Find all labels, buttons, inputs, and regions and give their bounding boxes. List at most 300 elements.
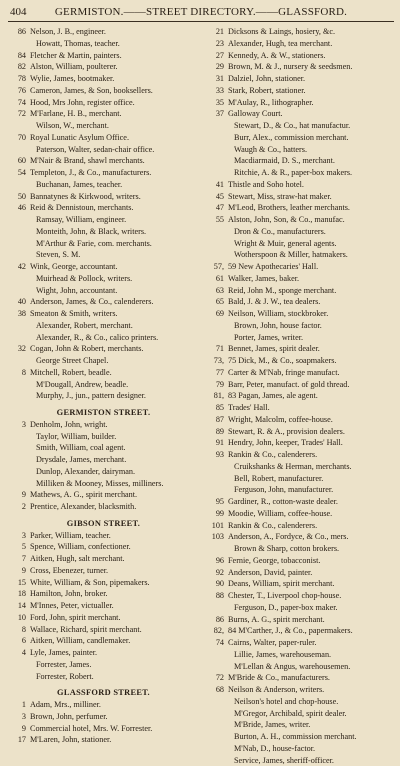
entry-number: 76 (6, 85, 26, 97)
entry-text: M'Gregor, Archibald, spirit dealer. (234, 708, 398, 720)
directory-entry (204, 637, 398, 649)
entry-number: 57, (204, 261, 224, 273)
entry-text: Buchanan, James, teacher. (36, 179, 201, 191)
entry-text: Rankin & Co., calenderers. (228, 520, 398, 532)
directory-entry (6, 226, 201, 238)
entry-text: Hamilton, John, broker. (30, 588, 201, 600)
entry-number: 8 (6, 367, 26, 379)
directory-entry (204, 555, 398, 567)
directory-entry (204, 285, 398, 297)
directory-entry (204, 496, 398, 508)
directory-entry (204, 414, 398, 426)
directory-entry (6, 541, 201, 553)
entry-text: Chester, T., Liverpool chop-house. (228, 590, 398, 602)
entry-number: 38 (6, 308, 26, 320)
entry-text: M'Dougall, Andrew, beadle. (36, 379, 201, 391)
directory-entry (204, 144, 398, 156)
entry-text: Burton, A. H., commission merchant. (234, 731, 398, 743)
entry-number: 41 (204, 179, 224, 191)
directory-entry (204, 38, 398, 50)
entry-text: Alston, John, Son, & Co., manufac. (228, 214, 398, 226)
directory-entry (6, 355, 201, 367)
entry-text: Alexander, Hugh, tea merchant. (228, 38, 398, 50)
directory-entry (6, 647, 201, 659)
entry-text: Cruikshanks & Herman, merchants. (234, 461, 398, 473)
entry-number: 27 (204, 50, 224, 62)
directory-entry (204, 167, 398, 179)
entry-text: Alexander, R., & Co., calico printers. (36, 332, 201, 344)
entry-text: Muirhead & Pollock, writers. (36, 273, 201, 285)
entry-text: 83 Pagan, James, ale agent. (228, 390, 398, 402)
entry-number: 96 (204, 555, 224, 567)
directory-entry (6, 26, 201, 38)
entry-text: 59 New Apothecaries' Hall. (228, 261, 398, 273)
entry-number: 47 (204, 202, 224, 214)
entry-text: Stark, Robert, stationer. (228, 85, 398, 97)
entry-number: 37 (204, 108, 224, 120)
entry-number: 65 (204, 296, 224, 308)
entry-text: Fernie, George, tobacconist. (228, 555, 398, 567)
entry-text: Ford, John, spirit merchant. (30, 612, 201, 624)
directory-entry (6, 600, 201, 612)
entry-text: Templeton, J., & Co., manufacturers. (30, 167, 201, 179)
entry-text: Dalziel, John, stationer. (228, 73, 398, 85)
entry-text: George Street Chapel. (36, 355, 201, 367)
entry-number: 60 (6, 155, 26, 167)
entry-text: Ferguson, John, manufacturer. (234, 484, 398, 496)
entry-number: 31 (204, 73, 224, 85)
entry-number: 86 (204, 614, 224, 626)
directory-entry (6, 379, 201, 391)
entry-number: 45 (204, 191, 224, 203)
entry-number: 79 (204, 379, 224, 391)
entry-text: Trades' Hall. (228, 402, 398, 414)
directory-entry (6, 202, 201, 214)
directory-entry (204, 273, 398, 285)
entry-text: Alexander, Robert, merchant. (36, 320, 201, 332)
entry-number: 3 (6, 530, 26, 542)
directory-entry (6, 501, 201, 513)
entry-text: Wink, George, accountant. (30, 261, 201, 273)
directory-entry (204, 484, 398, 496)
entry-text: Stewart, D., & Co., hat manufactur. (234, 120, 398, 132)
entry-text: Bald, J. & J. W., tea dealers. (228, 296, 398, 308)
entry-text: Burns, A. G., spirit merchant. (228, 614, 398, 626)
street-heading (6, 687, 201, 699)
entry-number: 70 (6, 132, 26, 144)
entry-text: Milliken & Mooney, Misses, milliners. (36, 478, 201, 490)
entry-number: 74 (204, 637, 224, 649)
entry-number: 5 (6, 541, 26, 553)
directory-entry (204, 684, 398, 696)
entry-text: Cross, Ebenezer, turner. (30, 565, 201, 577)
entry-text: Kennedy, A. & W., stationers. (228, 50, 398, 62)
entry-text: Adam, Mrs., milliner. (30, 699, 201, 711)
directory-entry (204, 202, 398, 214)
directory-entry (6, 50, 201, 62)
entry-number: 32 (6, 343, 26, 355)
directory-entry (6, 214, 201, 226)
entry-text: Prentice, Alexander, blacksmith. (30, 501, 201, 513)
entry-number: 10 (6, 612, 26, 624)
street-heading (6, 518, 201, 530)
entry-text: Aitken, William, candlemaker. (30, 635, 201, 647)
entry-number: 9 (6, 565, 26, 577)
directory-entry (204, 614, 398, 626)
entry-text: Bell, Robert, manufacturer. (234, 473, 398, 485)
entry-number: 73, (204, 355, 224, 367)
entry-text: Gardiner, R., cotton-waste dealer. (228, 496, 398, 508)
directory-entry (6, 73, 201, 85)
directory-entry (6, 478, 201, 490)
entry-text: Wotherspoon & Miller, hatmakers. (234, 249, 398, 261)
left-column (6, 26, 201, 746)
directory-entry (204, 379, 398, 391)
entry-number: 15 (6, 577, 26, 589)
entry-text: Wight, John, accountant. (36, 285, 201, 297)
directory-entry (204, 261, 398, 273)
entry-number: 18 (6, 588, 26, 600)
entry-text: Parker, William, teacher. (30, 530, 201, 542)
entry-number: 42 (6, 261, 26, 273)
directory-entry (6, 261, 201, 273)
entry-text: Dunlop, Alexander, dairyman. (36, 466, 201, 478)
directory-entry (204, 296, 398, 308)
entry-text: Porter, James, writer. (234, 332, 398, 344)
directory-entry (204, 755, 398, 766)
entry-text: Forrester, James. (36, 659, 201, 671)
directory-entry (6, 442, 201, 454)
directory-entry (204, 320, 398, 332)
entry-text: Alston, William, poulterer. (30, 61, 201, 73)
entry-text: M'Leod, Brothers, leather merchants. (228, 202, 398, 214)
entry-text: Anderson, A., Fordyce, & Co., mers. (228, 531, 398, 543)
entry-number: 55 (204, 214, 224, 226)
directory-entry (6, 553, 201, 565)
directory-entry (6, 734, 201, 746)
entry-text: Dron & Co., manufacturers. (234, 226, 398, 238)
directory-entry (204, 191, 398, 203)
directory-entry (6, 120, 201, 132)
running-title: GERMISTON.——STREET DIRECTORY.——GLASSFORD. (10, 6, 392, 18)
entry-number: 90 (204, 578, 224, 590)
street-heading-text: GERMISTON STREET. (57, 408, 151, 417)
street-heading-text: GIBSON STREET. (67, 519, 140, 528)
entry-text: Steven, S. M. (36, 249, 201, 261)
directory-entry (6, 38, 201, 50)
entry-number: 74 (6, 97, 26, 109)
entry-text: Cogan, John & Robert, merchants. (30, 343, 201, 355)
directory-entry (6, 155, 201, 167)
entry-number: 63 (204, 285, 224, 297)
entry-number: 46 (6, 202, 26, 214)
directory-entry (6, 97, 201, 109)
directory-entry (204, 73, 398, 85)
entry-text: Neilson's hotel and chop-house. (234, 696, 398, 708)
entry-text: Aitken, Hugh, salt merchant. (30, 553, 201, 565)
directory-entry (6, 431, 201, 443)
directory-entry (6, 238, 201, 250)
entry-text: Royal Lunatic Asylum Office. (30, 132, 201, 144)
entry-text: Moodie, William, coffee-house. (228, 508, 398, 520)
entry-text: M'Nab, D., house-factor. (234, 743, 398, 755)
directory-entry (204, 625, 398, 637)
entry-text: Monteith, John, & Black, writers. (36, 226, 201, 238)
directory-entry (204, 97, 398, 109)
entry-text: Wright, Malcolm, coffee-house. (228, 414, 398, 426)
entry-text: Service, James, sheriff-officer. (234, 755, 398, 766)
directory-entry (6, 454, 201, 466)
entry-number: 23 (204, 38, 224, 50)
directory-entry (204, 672, 398, 684)
entry-text: Spence, William, confectioner. (30, 541, 201, 553)
directory-entry (204, 520, 398, 532)
directory-entry (6, 565, 201, 577)
entry-number: 82 (6, 61, 26, 73)
entry-number: 6 (6, 635, 26, 647)
entry-number: 7 (6, 553, 26, 565)
entry-number: 61 (204, 273, 224, 285)
entry-text: White, William, & Son, pipemakers. (30, 577, 201, 589)
entry-number: 4 (6, 647, 26, 659)
directory-entry (204, 85, 398, 97)
entry-text: Brown, M. & J., nursery & seedsmen. (228, 61, 398, 73)
directory-entry (204, 508, 398, 520)
directory-entry (204, 249, 398, 261)
entry-number: 29 (204, 61, 224, 73)
directory-entry (204, 543, 398, 555)
directory-entry (6, 61, 201, 73)
entry-number: 87 (204, 414, 224, 426)
directory-entry (6, 466, 201, 478)
entry-number: 2 (6, 501, 26, 513)
entry-number: 85 (204, 402, 224, 414)
directory-entry (204, 108, 398, 120)
entry-number: 72 (6, 108, 26, 120)
directory-entry (204, 567, 398, 579)
entry-number: 1 (6, 699, 26, 711)
directory-entry (6, 108, 201, 120)
entry-text: Lyle, James, painter. (30, 647, 201, 659)
entry-text: Denholm, John, wright. (30, 419, 201, 431)
entry-number: 33 (204, 85, 224, 97)
directory-entry (6, 285, 201, 297)
directory-entry (204, 578, 398, 590)
directory-entry (204, 449, 398, 461)
entry-text: M'Arthur & Farie, com. merchants. (36, 238, 201, 250)
entry-number: 21 (204, 26, 224, 38)
directory-entry (204, 214, 398, 226)
entry-text: M'Nair & Brand, shawl merchants. (30, 155, 201, 167)
entry-number: 72 (204, 672, 224, 684)
entry-text: Hood, Mrs John, register office. (30, 97, 201, 109)
entry-number: 9 (6, 489, 26, 501)
entry-text: Hendry, John, keeper, Trades' Hall. (228, 437, 398, 449)
directory-entry (6, 723, 201, 735)
entry-text: Ritchie, A. & R., paper-box makers. (234, 167, 398, 179)
entry-text: Paterson, Walter, sedan-chair office. (36, 144, 201, 156)
entry-text: Rankin & Co., calenderers. (228, 449, 398, 461)
directory-entry (204, 696, 398, 708)
directory-entry (6, 367, 201, 379)
directory-entry (204, 661, 398, 673)
directory-entry (204, 343, 398, 355)
directory-entry (204, 461, 398, 473)
street-heading (6, 407, 201, 419)
entry-text: Cairns, Walter, paper-ruler. (228, 637, 398, 649)
directory-entry (6, 132, 201, 144)
directory-entry (6, 588, 201, 600)
entry-text: M'Lellan & Angus, warehousemen. (234, 661, 398, 673)
directory-entry (204, 367, 398, 379)
entry-text: Galloway Court. (228, 108, 398, 120)
directory-entry (204, 437, 398, 449)
entry-text: Deans, William, spirit merchant. (228, 578, 398, 590)
street-heading-text: GLASSFORD STREET. (57, 688, 150, 697)
entry-text: M'Farlane, H. B., merchant. (30, 108, 201, 120)
entry-text: Macdiarmaid, D. S., merchant. (234, 155, 398, 167)
entry-text: M'Laren, John, stationer. (30, 734, 201, 746)
entry-text: Stewart, R. & A., provision dealers. (228, 426, 398, 438)
entry-number: 99 (204, 508, 224, 520)
directory-entry (204, 355, 398, 367)
directory-entry (6, 530, 201, 542)
directory-entry (6, 577, 201, 589)
entry-number: 40 (6, 296, 26, 308)
directory-entry (6, 659, 201, 671)
directory-entry (204, 120, 398, 132)
entry-text: Nelson, J. B., engineer. (30, 26, 201, 38)
directory-entry (204, 602, 398, 614)
page-header (10, 6, 392, 20)
directory-entry (6, 390, 201, 402)
entry-number: 84 (6, 50, 26, 62)
directory-entry (204, 238, 398, 250)
directory-entry (204, 26, 398, 38)
entry-text: Reid, John M., sponge merchant. (228, 285, 398, 297)
entry-number: 71 (204, 343, 224, 355)
entry-text: Waugh & Co., hatters. (234, 144, 398, 156)
directory-entry (204, 719, 398, 731)
directory-entry (6, 308, 201, 320)
entry-text: Forrester, Robert. (36, 671, 201, 683)
directory-entry (204, 743, 398, 755)
directory-entry (204, 402, 398, 414)
entry-number: 50 (6, 191, 26, 203)
directory-entry (204, 531, 398, 543)
entry-number: 101 (204, 520, 224, 532)
entry-number: 77 (204, 367, 224, 379)
entry-text: M'Bride & Co., manufacturers. (228, 672, 398, 684)
entry-text: 84 M'Carther, J., & Co., papermakers. (228, 625, 398, 637)
directory-entry (6, 167, 201, 179)
entry-text: Taylor, William, builder. (36, 431, 201, 443)
entry-number: 3 (6, 711, 26, 723)
entry-text: Commercial hotel, Mrs. W. Forrester. (30, 723, 201, 735)
entry-text: Howatt, Thomas, teacher. (36, 38, 201, 50)
directory-entry (204, 473, 398, 485)
directory-entry (6, 699, 201, 711)
entry-number: 82, (204, 625, 224, 637)
entry-text: 75 Dick, M., & Co., soapmakers. (228, 355, 398, 367)
directory-entry (6, 191, 201, 203)
entry-number: 88 (204, 590, 224, 602)
directory-entry (6, 343, 201, 355)
directory-entry (204, 708, 398, 720)
directory-entry (6, 179, 201, 191)
entry-text: Drysdale, James, merchant. (36, 454, 201, 466)
directory-entry (6, 612, 201, 624)
directory-entry (204, 132, 398, 144)
entry-number: 68 (204, 684, 224, 696)
entry-text: M'Bride, James, writer. (234, 719, 398, 731)
entry-text: Murphy, J., jun., pattern designer. (36, 390, 201, 402)
directory-entry (6, 85, 201, 97)
entry-text: Thistle and Soho hotel. (228, 179, 398, 191)
entry-text: Anderson, David, painter. (228, 567, 398, 579)
entry-number: 95 (204, 496, 224, 508)
directory-entry (204, 308, 398, 320)
entry-text: M'Innes, Peter, victualler. (30, 600, 201, 612)
directory-entry (204, 649, 398, 661)
entry-text: Brown, John, perfumer. (30, 711, 201, 723)
entry-number: 9 (6, 723, 26, 735)
entry-number: 35 (204, 97, 224, 109)
entry-number: 81, (204, 390, 224, 402)
directory-entry (204, 179, 398, 191)
entry-number: 86 (6, 26, 26, 38)
entry-number: 103 (204, 531, 224, 543)
directory-entry (6, 273, 201, 285)
entry-number: 14 (6, 600, 26, 612)
entry-text: Mitchell, Robert, beadle. (30, 367, 201, 379)
entry-number: 69 (204, 308, 224, 320)
right-column (204, 26, 398, 766)
directory-entry (6, 624, 201, 636)
entry-text: Mathews, A. G., spirit merchant. (30, 489, 201, 501)
directory-entry (204, 590, 398, 602)
directory-entry (6, 635, 201, 647)
entry-text: Barr, Peter, manufact. of gold thread. (228, 379, 398, 391)
directory-entry (6, 144, 201, 156)
entry-number: 17 (6, 734, 26, 746)
directory-entry (204, 332, 398, 344)
directory-entry (204, 390, 398, 402)
entry-text: Neilson, William, stockbroker. (228, 308, 398, 320)
directory-entry (6, 249, 201, 261)
entry-text: Wright & Muir, general agents. (234, 238, 398, 250)
entry-text: Reid & Dennistoun, merchants. (30, 202, 201, 214)
entry-text: Bennet, James, spirit dealer. (228, 343, 398, 355)
entry-text: Cameron, James, & Son, booksellers. (30, 85, 201, 97)
directory-entry (6, 489, 201, 501)
entry-text: Lillie, James, warehouseman. (234, 649, 398, 661)
directory-entry (204, 50, 398, 62)
directory-entry (6, 711, 201, 723)
directory-entry (6, 320, 201, 332)
directory-entry (204, 226, 398, 238)
directory-entry (204, 155, 398, 167)
entry-text: Neilson & Anderson, writers. (228, 684, 398, 696)
entry-number: 92 (204, 567, 224, 579)
entry-text: Brown & Sharp, cotton brokers. (234, 543, 398, 555)
entry-text: Brown, John, house factor. (234, 320, 398, 332)
entry-text: Burr, Alex., commission merchant. (234, 132, 398, 144)
entry-text: Bannatynes & Kirkwood, writers. (30, 191, 201, 203)
entry-text: Fletcher & Martin, painters. (30, 50, 201, 62)
directory-entry (204, 426, 398, 438)
entry-number: 8 (6, 624, 26, 636)
